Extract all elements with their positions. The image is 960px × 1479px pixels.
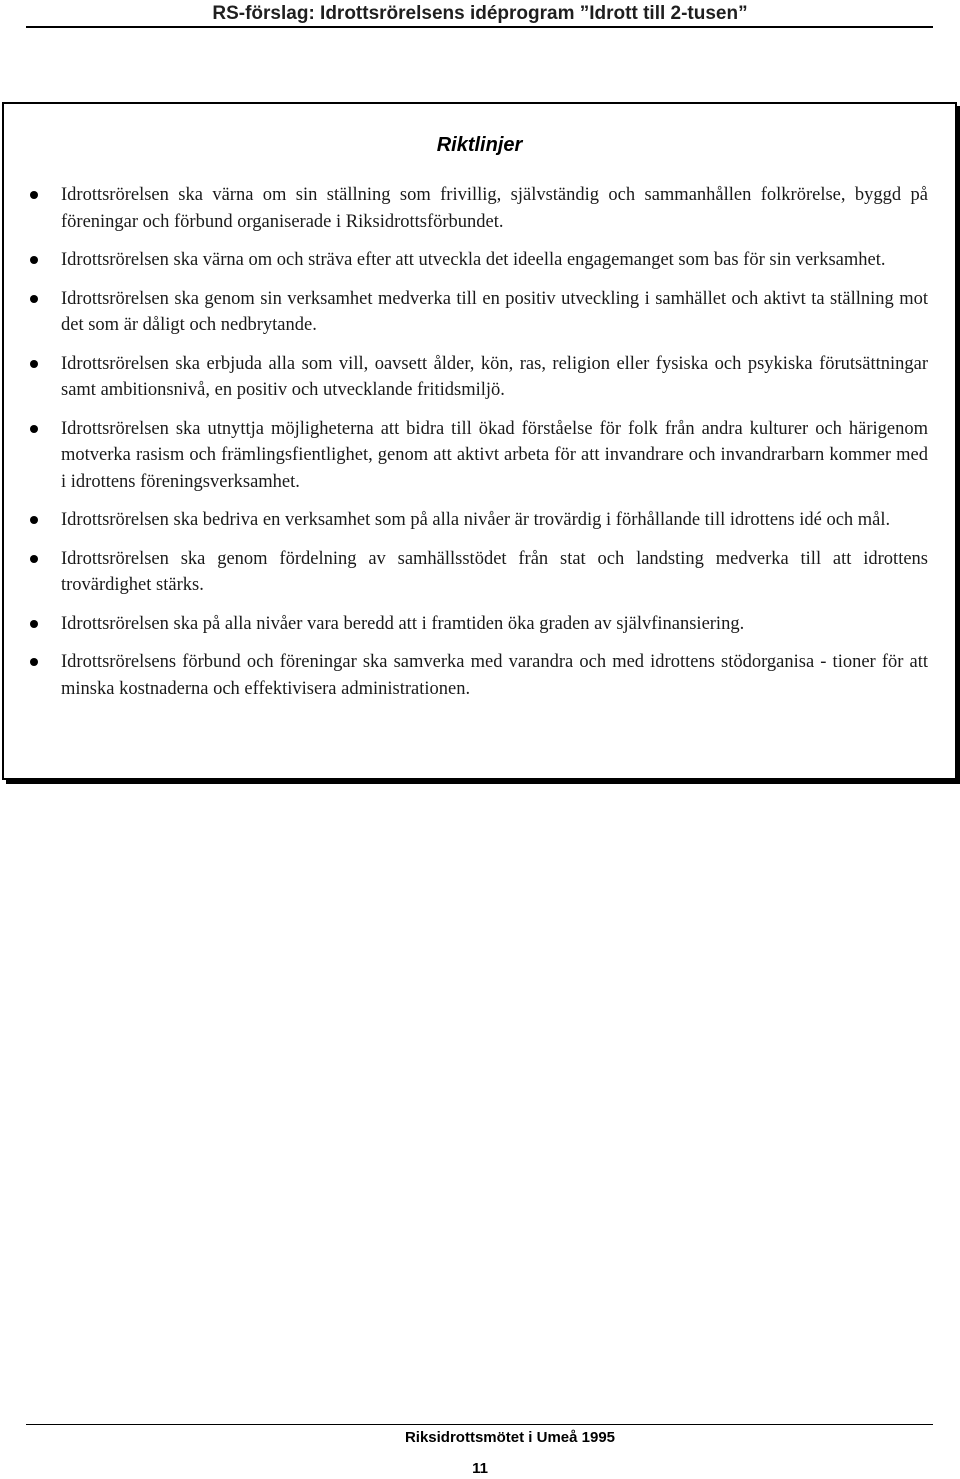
bullet-icon	[30, 191, 38, 199]
list-item	[30, 416, 928, 496]
list-item	[30, 351, 928, 404]
list-item	[30, 546, 928, 599]
list-item-text: Idrottsrörelsen ska värna om sin ställning som frivillig, självständig och sammanhållen folkrörelse, byggd på föreningar och förbund organiserade i Riksidrottsförbundet.	[61, 185, 928, 232]
header-divider	[26, 26, 933, 28]
list-item	[30, 649, 928, 702]
list-item-text: Idrottsrörelsen ska genom fördelning av samhällsstödet från stat och landsting medverka till att idrottens trovärdighet stärks.	[61, 548, 928, 595]
bullet-icon	[30, 256, 38, 264]
list-item-text: Idrottsrörelsen ska bedriva en verksamhet som på alla nivåer är trovärdig i förhållande till idrottens idé och mål.	[61, 510, 891, 530]
bullet-icon	[30, 555, 38, 563]
bullet-icon	[30, 360, 38, 368]
footer-text: Riksidrottsmötet i Umeå 1995	[404, 1429, 616, 1446]
bullet-icon	[30, 658, 38, 666]
list-item	[30, 507, 928, 534]
bullet-icon	[30, 516, 38, 524]
list-item-text: Idrottsrörelsen ska erbjuda alla som vill, oavsett ålder, kön, ras, religion eller fysiska och psykiska förutsättningar samt ambitionsnivå, en positiv och utvecklande fritidsmiljö.	[61, 353, 928, 400]
list-item	[30, 247, 928, 274]
bullet-icon	[30, 620, 38, 628]
list-item-text: Idrottsrörelsen ska värna om och sträva efter att utveckla det ideella engagemanget som bas för sin verksamhet.	[61, 250, 886, 270]
list-item	[30, 611, 928, 638]
guidelines-box	[2, 102, 957, 780]
list-item	[30, 286, 928, 339]
footer-divider	[26, 1424, 933, 1425]
bullet-icon	[30, 425, 38, 433]
list-item-text: Idrottsrörelsen ska genom sin verksamhet medverka till en positiv utveckling i samhället och aktivt ta ställning mot det som är dåligt och nedbrytande.	[61, 288, 928, 335]
bullet-icon	[30, 295, 38, 303]
guidelines-list	[30, 182, 928, 714]
page-number: 11	[472, 1460, 488, 1477]
list-item-text: Idrottsrörelsen ska utnyttja möjligheterna att bidra till ökad förståelse för folk från andra kulturer och härigenom motverka rasism och främlingsfientlighet, genom att aktivt arbeta för att invandrare och invandrarbarn kommer med i idrottens föreningsverksamhet.	[61, 418, 928, 492]
list-item	[30, 182, 928, 235]
page-header-title: RS-förslag: Idrottsrörelsens idéprogram ”Idrott till 2-tusen”	[212, 3, 748, 24]
guidelines-heading: Riktlinjer	[436, 134, 523, 156]
list-item-text: Idrottsrörelsen ska på alla nivåer vara beredd att i framtiden öka graden av självfinansiering.	[61, 613, 745, 634]
list-item-text: Idrottsrörelsens förbund och föreningar ska samverka med varandra och med idrottens stödorganisa - tioner för att minska kostnaderna och effektivisera administrationen.	[61, 652, 928, 699]
